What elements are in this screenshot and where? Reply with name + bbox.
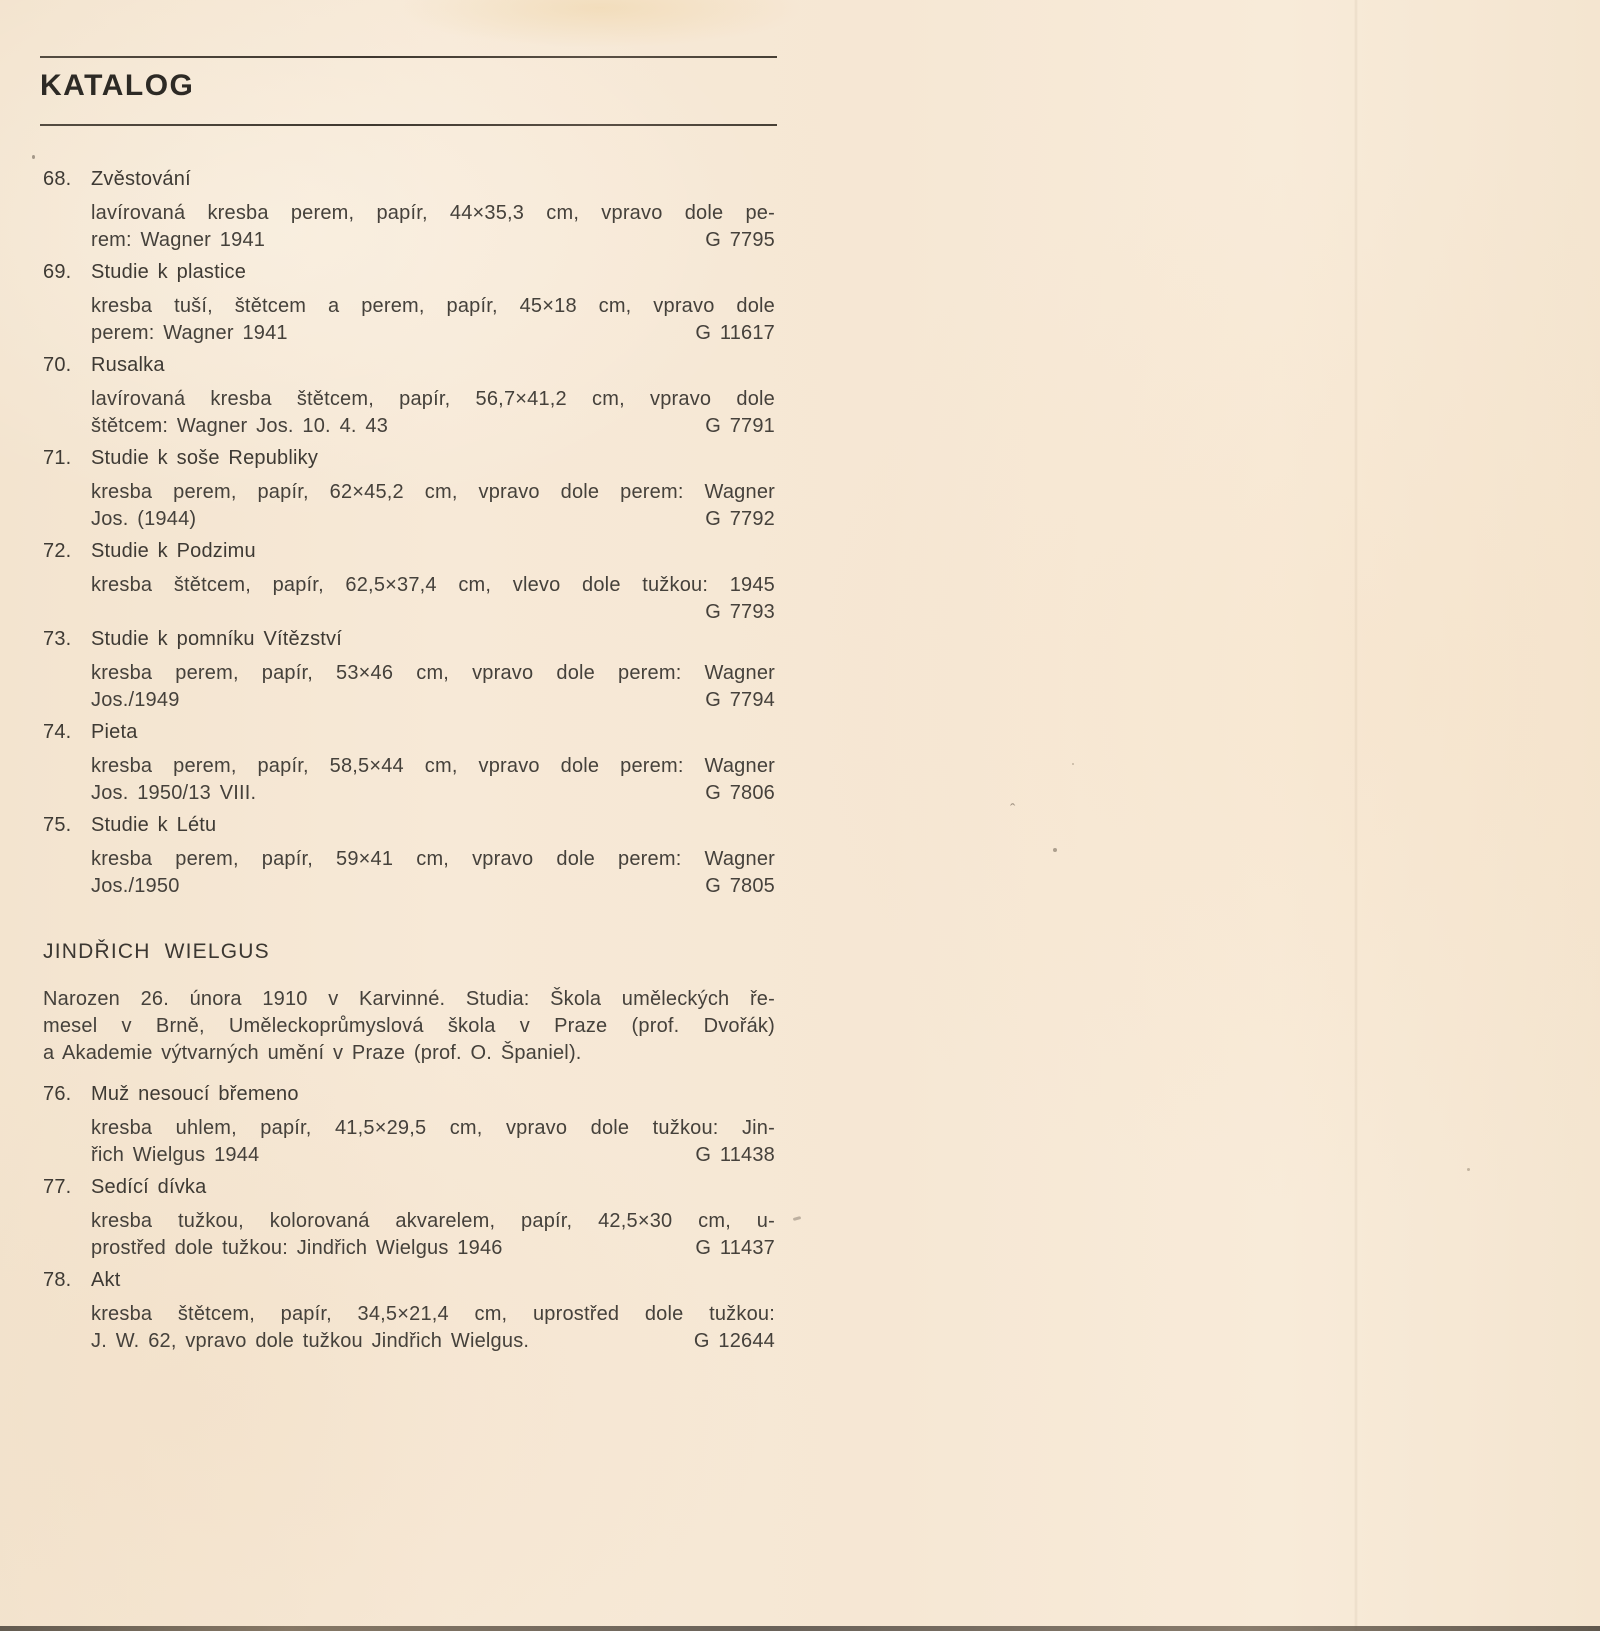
entry-signature: řich Wielgus 1944 (91, 1144, 260, 1166)
entry-signature-row (91, 227, 775, 254)
header-rule-top (40, 56, 777, 58)
scan-speck (1467, 1168, 1470, 1171)
entry-heading (43, 538, 775, 565)
catalog-entry (43, 812, 775, 900)
catalog-entry (43, 626, 775, 714)
catalog-entry (43, 166, 775, 254)
entry-signature-row (91, 599, 775, 626)
catalog-entry (43, 1081, 775, 1169)
entry-number: 76. (43, 1083, 72, 1105)
artist-bio (43, 986, 775, 1067)
entry-inventory-code: G 11617 (695, 322, 775, 344)
entry-heading (43, 719, 775, 746)
entry-number: 75. (43, 814, 72, 836)
entry-heading (43, 1081, 775, 1108)
entry-heading (43, 445, 775, 472)
entry-signature-row (91, 506, 775, 533)
entry-description (91, 479, 775, 533)
entry-title: Studie k pomníku Vítězství (91, 628, 342, 650)
artist-name-heading: JINDŘICH WIELGUS (43, 940, 270, 963)
entry-number: 72. (43, 540, 72, 562)
scan-speck (1053, 848, 1057, 852)
entry-inventory-code: G 12644 (693, 1330, 775, 1352)
catalog-entry (43, 259, 775, 347)
entry-inventory-code: G 7805 (705, 875, 775, 897)
entry-heading (43, 352, 775, 379)
entry-title: Zvěstování (91, 168, 191, 190)
bio-line: mesel v Brně, Uměleckoprůmyslová škola v Praze (prof. Dvořák) (43, 1015, 775, 1037)
entry-signature-row (91, 1235, 775, 1262)
entry-inventory-code: G 7794 (705, 689, 775, 711)
entry-signature: J. W. 62, vpravo dole tužkou Jindřich Wielgus. (91, 1330, 530, 1352)
entry-signature-row (91, 1328, 775, 1355)
entry-description (91, 293, 775, 347)
entry-inventory-code: G 7795 (705, 229, 775, 251)
catalog-entries-76-78 (43, 1081, 775, 1355)
entry-signature: prostřed dole tužkou: Jindřich Wielgus 1946 (91, 1237, 503, 1259)
entry-title: Studie k Podzimu (91, 540, 256, 562)
entry-number: 73. (43, 628, 72, 650)
entry-description (91, 846, 775, 900)
catalog-entry (43, 352, 775, 440)
entry-inventory-code: G 11437 (695, 1237, 775, 1259)
entry-signature: Jos./1949 (91, 689, 180, 711)
entry-spec-line: kresba perem, papír, 58,5×44 cm, vpravo dole perem: Wagner (91, 755, 775, 777)
entry-signature-row (91, 780, 775, 807)
bio-line: a Akademie výtvarných umění v Praze (prof. O. Španiel). (43, 1042, 582, 1064)
entry-description (91, 200, 775, 254)
scan-speck (793, 1216, 802, 1221)
entry-spec-line: lavírovaná kresba perem, papír, 44×35,3 cm, vpravo dole pe- (91, 202, 775, 224)
catalog-content (43, 166, 775, 1360)
entry-description (91, 572, 775, 626)
entry-spec-line: kresba štětcem, papír, 34,5×21,4 cm, uprostřed dole tužkou: (91, 1303, 775, 1325)
entry-description (91, 1115, 775, 1169)
page-title: KATALOG (40, 69, 195, 102)
entry-description (91, 753, 775, 807)
entry-signature: perem: Wagner 1941 (91, 322, 288, 344)
entry-title: Studie k plastice (91, 261, 247, 283)
entry-spec-line: kresba uhlem, papír, 41,5×29,5 cm, vpravo dole tužkou: Jin- (91, 1117, 775, 1139)
entry-heading (43, 259, 775, 286)
entry-number: 71. (43, 447, 72, 469)
scan-speck: ˆ (1010, 802, 1016, 819)
entry-heading (43, 1267, 775, 1294)
entry-heading (43, 812, 775, 839)
entry-heading (43, 1174, 775, 1201)
catalog-entry (43, 445, 775, 533)
entry-number: 68. (43, 168, 72, 190)
entry-spec-line: kresba perem, papír, 62×45,2 cm, vpravo dole perem: Wagner (91, 481, 775, 503)
entry-description (91, 1301, 775, 1355)
entry-spec-line: kresba štětcem, papír, 62,5×37,4 cm, vlevo dole tužkou: 1945 (91, 574, 775, 596)
entry-title: Sedící dívka (91, 1176, 207, 1198)
entry-spec-line: kresba tužkou, kolorovaná akvarelem, papír, 42,5×30 cm, u- (91, 1210, 775, 1232)
entry-signature: Jos. (1944) (91, 508, 197, 530)
catalog-entry (43, 1267, 775, 1355)
entry-number: 74. (43, 721, 72, 743)
entry-title: Studie k Létu (91, 814, 217, 836)
entry-number: 70. (43, 354, 72, 376)
entry-signature: štětcem: Wagner Jos. 10. 4. 43 (91, 415, 389, 437)
entry-heading (43, 626, 775, 653)
entry-heading (43, 166, 775, 193)
entry-inventory-code: G 11438 (695, 1144, 775, 1166)
header-rule-bottom (40, 124, 777, 126)
entry-inventory-code: G 7806 (705, 782, 775, 804)
entry-signature: Jos./1950 (91, 875, 180, 897)
entry-title: Studie k soše Republiky (91, 447, 319, 469)
entry-title: Muž nesoucí břemeno (91, 1083, 299, 1105)
entry-inventory-code: G 7792 (705, 508, 775, 530)
catalog-entry (43, 719, 775, 807)
catalog-entry (43, 538, 775, 626)
entry-number: 77. (43, 1176, 72, 1198)
bio-line: Narozen 26. února 1910 v Karvinné. Studia: Škola uměleckých ře- (43, 988, 775, 1010)
entry-signature-row (91, 873, 775, 900)
entry-inventory-code: G 7793 (705, 601, 775, 623)
scan-speck (32, 155, 35, 159)
entry-description (91, 660, 775, 714)
entry-spec-line: kresba tuší, štětcem a perem, papír, 45×18 cm, vpravo dole (91, 295, 775, 317)
entry-spec-line: lavírovaná kresba štětcem, papír, 56,7×41,2 cm, vpravo dole (91, 388, 775, 410)
catalog-entry (43, 1174, 775, 1262)
entry-inventory-code: G 7791 (705, 415, 775, 437)
entry-number: 69. (43, 261, 72, 283)
entry-signature-row (91, 413, 775, 440)
entry-signature-row (91, 1142, 775, 1169)
entry-title: Pieta (91, 721, 138, 743)
paper-crease (1354, 0, 1358, 1631)
entry-spec-line: kresba perem, papír, 53×46 cm, vpravo dole perem: Wagner (91, 662, 775, 684)
catalog-entries-68-75 (43, 166, 775, 900)
entry-title: Rusalka (91, 354, 165, 376)
scan-bottom-edge (0, 1626, 1600, 1631)
entry-spec-line: kresba perem, papír, 59×41 cm, vpravo dole perem: Wagner (91, 848, 775, 870)
entry-description (91, 386, 775, 440)
entry-number: 78. (43, 1269, 72, 1291)
entry-title: Akt (91, 1269, 121, 1291)
entry-description (91, 1208, 775, 1262)
entry-signature: Jos. 1950/13 VIII. (91, 782, 257, 804)
entry-signature-row (91, 687, 775, 714)
scan-speck (1072, 763, 1074, 765)
entry-signature: rem: Wagner 1941 (91, 229, 266, 251)
entry-signature-row (91, 320, 775, 347)
